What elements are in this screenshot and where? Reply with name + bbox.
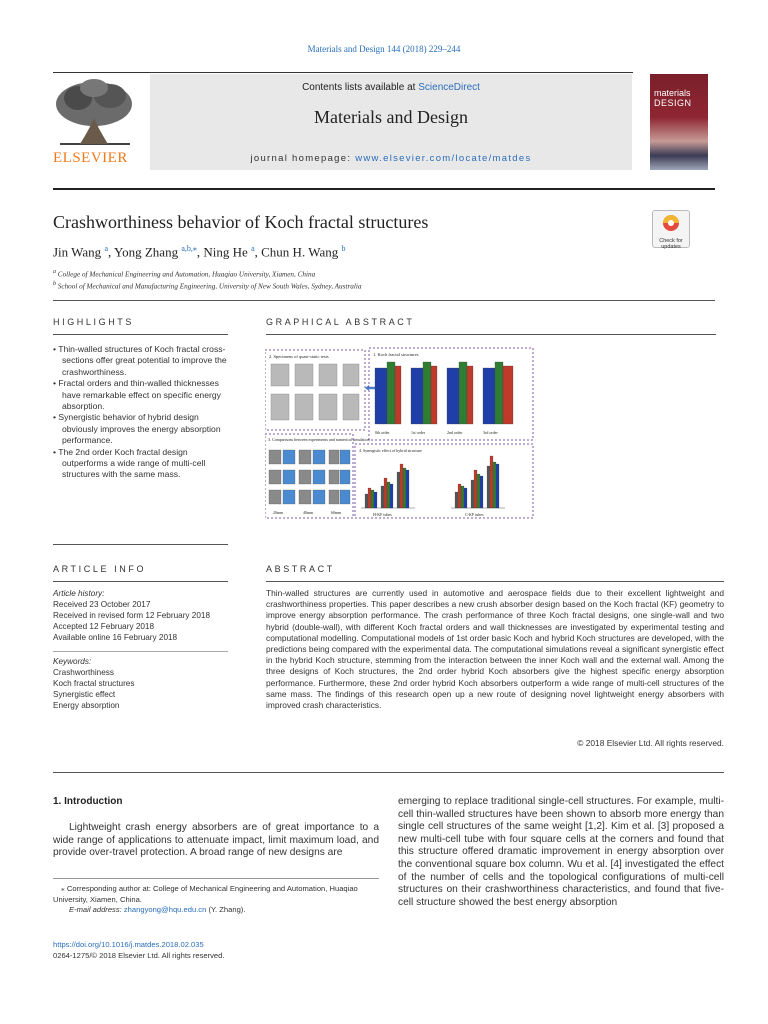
ga-size-label: 20mm bbox=[273, 510, 284, 515]
history-line: Accepted 12 February 2018 bbox=[53, 622, 155, 631]
article-history-label: Article history: bbox=[53, 589, 105, 598]
divider bbox=[53, 334, 228, 335]
affiliation bbox=[53, 269, 315, 278]
keyword-item: Synergistic effect bbox=[53, 690, 116, 699]
ga-panel2-label: 2. Specimens of quasi-static tests bbox=[269, 354, 329, 359]
affiliation-mark: a bbox=[53, 269, 56, 275]
section-heading: 1. Introduction bbox=[53, 796, 123, 807]
sciencedirect-link[interactable]: ScienceDirect bbox=[418, 82, 480, 93]
affiliation-mark: b bbox=[53, 281, 56, 287]
ga-order-label: 2nd order bbox=[447, 430, 463, 435]
ga-chart-label: H-KF tubes bbox=[373, 512, 392, 517]
highlight-item: • The 2nd order Koch fractal design outperforms a wide range of multi-cell structures with the same mass. bbox=[53, 446, 206, 480]
divider bbox=[53, 300, 715, 301]
ga-order-label: 0th order bbox=[375, 430, 390, 435]
contents-prefix: Contents lists available at bbox=[302, 82, 419, 93]
journal-cover-thumbnail[interactable] bbox=[650, 74, 708, 170]
history-line: Available online 16 February 2018 bbox=[53, 633, 178, 642]
header-top-rule bbox=[53, 72, 633, 73]
affiliation bbox=[53, 281, 361, 290]
homepage-link[interactable]: www.elsevier.com/locate/matdes bbox=[355, 153, 532, 164]
article-info-heading: ARTICLE INFO bbox=[53, 564, 147, 574]
doi-link[interactable]: https://doi.org/10.1016/j.matdes.2018.02.035 bbox=[53, 940, 204, 949]
author-name[interactable]: Jin Wang bbox=[53, 244, 102, 260]
elsevier-wordmark: ELSEVIER bbox=[53, 150, 128, 166]
highlight-item: • Synergistic behavior of hybrid design obviously improves the energy absorption performance. bbox=[53, 412, 221, 446]
intro-left-paragraph: Lightweight crash energy absorbers are of great importance to a wide range of applications to attenuate impact, limit maximum load, and provide over-travel protection. A broad range of new designs are bbox=[53, 822, 379, 859]
divider bbox=[53, 581, 228, 582]
author-name[interactable]: Yong Zhang bbox=[114, 244, 179, 260]
header-bottom-rule bbox=[53, 188, 715, 190]
keyword-item: Koch fractal structures bbox=[53, 679, 135, 688]
journal-header-box bbox=[150, 74, 632, 170]
highlights-heading: HIGHLIGHTS bbox=[53, 317, 135, 327]
abstract-text: Thin-walled structures are currently used in automotive and aerospace fields due to their excellent lightweight and crashworthiness properties. This paper describes a new crush absorber design based on the Koch fractal (KF) geometry to improve energy absorption performance. The crash performance of three Koch fractal designs, one single-wall and two hybrid (double-wall), with different Koch fractal orders and wall thicknesses are investigated by experimental testing and computational modelling. Computational models of 1st order basic Koch and hybrid Koch structures are developed, with the predictions being compared with the experimental data. The computational simulations reveal a significant synergistic effect in the hybrid Koch structure, stemming from the interaction between the inner Koch wall and the external wall. Among the three designs of Koch structures, the 2nd order hybrid Koch absorbers give the highest specific energy absorption performance. Furthermore, these 2nd order hybrid Koch absorbers outperform a wide range of multi-cell structures of the same mass. The findings of this research open up a new route of designing novel lightweight energy absorbers with improved crash characteristics. bbox=[266, 588, 724, 711]
email-label: E-mail address: bbox=[69, 905, 124, 914]
author-name[interactable]: Ning He bbox=[203, 244, 248, 260]
article-title: Crashworthiness behavior of Koch fractal structures bbox=[53, 212, 429, 232]
ga-panel4-label: 4. Synergistic effect of hybrid structure bbox=[359, 448, 422, 453]
crossmark-icon bbox=[653, 211, 689, 233]
intro-right-paragraph: emerging to replace traditional single-cell structures. For example, multi-cell thin-walled structures have been shown to absorb more energy than single cell structures of the same weight [1,2]. Kim et al. [3] proposed a new multi-cell tube with four square cells at the corners and found that this structure offered dramatic improvement in energy absorption over the conventional square box column. Wu et al. [4] investigated the effect of the number of cells and the topological configurations of multi-cell structures on their crashworthiness characteristics, and found that five-cell structure showed the best energy absorption bbox=[398, 796, 724, 908]
cover-title-line1: materials bbox=[654, 88, 691, 98]
email-link[interactable]: zhangyong@hqu.edu.cn bbox=[123, 905, 207, 914]
cover-title-line2: DESIGN bbox=[654, 98, 692, 108]
elsevier-tree-icon bbox=[50, 78, 140, 150]
abstract-copyright: © 2018 Elsevier Ltd. All rights reserved. bbox=[577, 738, 724, 748]
author-list: Jin Wang $^a$, Yong Zhang $^{a,b,⁎}$, Ning He $^a$, Chun H. Wang $^b$ bbox=[53, 244, 346, 260]
divider bbox=[53, 772, 724, 773]
check-for-updates-badge[interactable] bbox=[652, 210, 690, 248]
graphical-abstract-image bbox=[265, 344, 535, 520]
contents-line bbox=[150, 82, 632, 93]
journal-name: Materials and Design bbox=[314, 107, 468, 127]
email-suffix: (Y. Zhang). bbox=[206, 905, 246, 914]
keyword-item: Crashworthiness bbox=[53, 668, 114, 677]
elsevier-logo[interactable] bbox=[50, 78, 140, 150]
abstract-heading: ABSTRACT bbox=[266, 564, 335, 574]
affiliation-text: College of Mechanical Engineering and Automation, Huaqiao University, Xiamen, China bbox=[57, 270, 316, 279]
keywords-label: Keywords: bbox=[53, 657, 92, 666]
cover-title bbox=[654, 88, 692, 108]
email-line bbox=[53, 905, 379, 916]
ga-order-label: 3rd order bbox=[483, 430, 498, 435]
ga-size-label: 60mm bbox=[331, 510, 342, 515]
check-for-updates-label: Check for updates bbox=[659, 238, 683, 250]
graphical-abstract-figure[interactable] bbox=[265, 344, 535, 520]
ga-order-label: 1st order bbox=[411, 430, 426, 435]
author-affil-mark[interactable]: a,b,⁎ bbox=[181, 244, 197, 253]
article-history bbox=[53, 588, 228, 643]
ga-chart-label: C-KF tubes bbox=[465, 512, 484, 517]
history-line: Received in revised form 12 February 2018 bbox=[53, 611, 211, 620]
journal-homepage bbox=[150, 153, 632, 164]
divider bbox=[53, 651, 228, 652]
keyword-item: Energy absorption bbox=[53, 701, 120, 710]
highlight-item: • Fractal orders and thin-walled thicknesses have remarkable effect on specific energy absorption. bbox=[53, 378, 221, 412]
affiliation-text: School of Mechanical and Manufacturing Engineering, University of New South Wales, Sydney, Australia bbox=[57, 282, 362, 291]
divider bbox=[266, 334, 716, 335]
divider bbox=[53, 544, 228, 545]
ga-size-label: 40mm bbox=[303, 510, 314, 515]
article-footer bbox=[53, 940, 225, 961]
divider bbox=[266, 581, 724, 582]
history-line: Received 23 October 2017 bbox=[53, 600, 151, 609]
highlight-item: • Thin-walled structures of Koch fractal cross-sections offer great potential to improve the crashworthiness. bbox=[53, 344, 227, 377]
highlights-list bbox=[53, 344, 228, 481]
corresponding-author-text: ⁎ Corresponding author at: College of Mechanical Engineering and Automation, Huaqiao University, Xiamen, China. bbox=[53, 884, 358, 904]
keywords bbox=[53, 656, 228, 711]
author-affil-mark[interactable]: b bbox=[341, 244, 346, 253]
ga-panel1-label: 1. Koch fractal structures bbox=[373, 352, 419, 357]
homepage-prefix: journal homepage: bbox=[250, 153, 356, 164]
issn-line: 0264-1275/© 2018 Elsevier Ltd. All rights reserved. bbox=[53, 950, 225, 960]
author-name[interactable]: Chun H. Wang bbox=[261, 244, 339, 260]
graphical-abstract-heading: GRAPHICAL ABSTRACT bbox=[266, 317, 415, 327]
ga-panel3-label: 3. Comparisons between experiments and numerical simulation bbox=[268, 437, 370, 442]
journal-reference[interactable]: Materials and Design 144 (2018) 229–244 bbox=[307, 44, 461, 54]
author-affil-mark[interactable]: a bbox=[251, 244, 255, 253]
corresponding-author-footnote bbox=[53, 884, 379, 916]
author-affil-mark[interactable]: a bbox=[104, 244, 108, 253]
footnote-divider bbox=[53, 878, 379, 879]
